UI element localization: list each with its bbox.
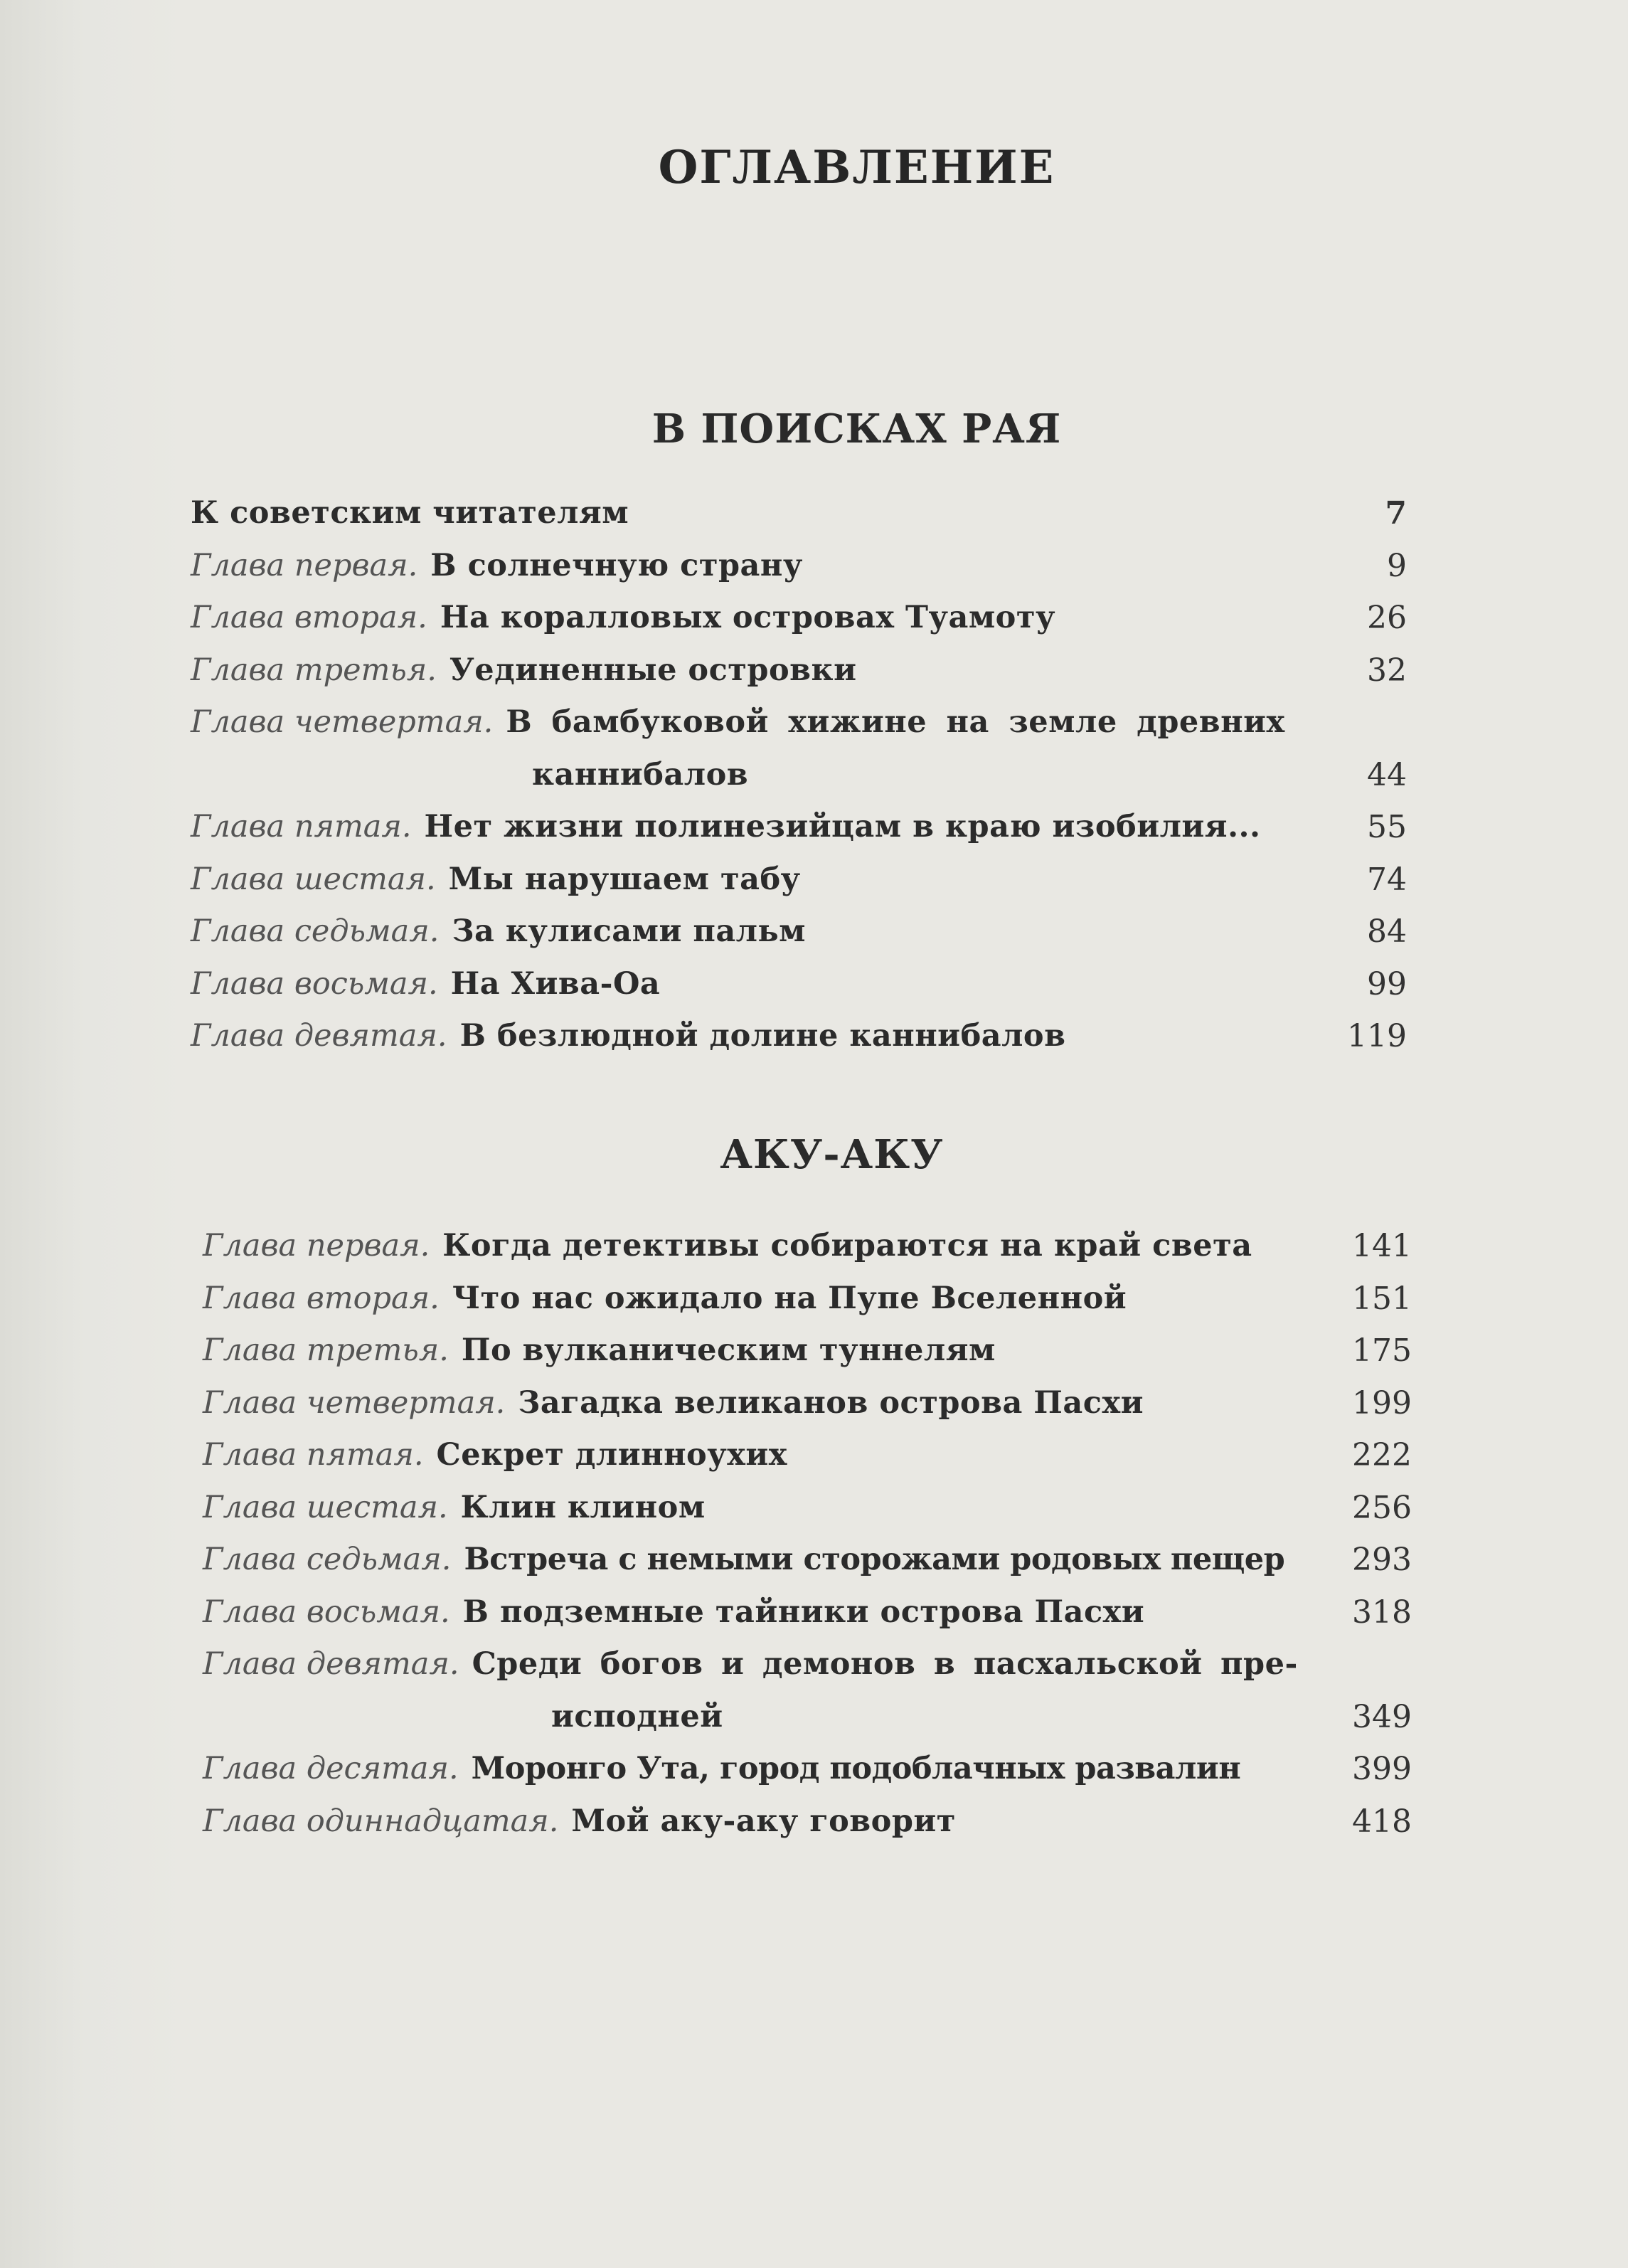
chapter-title: Клин клином [460, 1489, 706, 1525]
page-number: 151 [1352, 1280, 1412, 1317]
chapter-title: В бамбуковой хижине на земле древних [506, 704, 1285, 740]
page-number: 9 [1387, 547, 1407, 584]
toc-entry[interactable] [191, 696, 1407, 749]
toc-entry[interactable] [191, 854, 1407, 906]
page-number: 222 [1352, 1437, 1412, 1473]
chapter-title: На коралловых островах Туамоту [440, 600, 1056, 635]
toc-entry[interactable] [203, 1586, 1412, 1639]
section-title: АКУ-АКУ [720, 1131, 944, 1178]
chapter-label: Глава пятая. [203, 1437, 424, 1473]
toc-entry[interactable] [191, 645, 1407, 697]
chapter-label: Глава восьмая. [203, 1594, 450, 1630]
chapter-title: К советским читателям [191, 495, 629, 531]
chapter-title: Среди богов и демонов в пасхальской пре- [472, 1646, 1298, 1682]
toc-entry[interactable] [191, 540, 1407, 593]
chapter-label: Глава девятая. [203, 1646, 459, 1682]
chapter-label: Глава третья. [203, 1332, 449, 1368]
toc-entry[interactable] [203, 1482, 1412, 1535]
toc-entry[interactable] [191, 801, 1407, 854]
chapter-title: В солнечную страну [430, 547, 803, 583]
chapter-label: Глава шестая. [191, 861, 436, 897]
toc-entry-continuation[interactable] [191, 749, 1407, 802]
page-number: 175 [1352, 1332, 1412, 1369]
toc-entry[interactable] [203, 1638, 1412, 1691]
chapter-label: Глава восьмая. [191, 965, 438, 1002]
toc-entry[interactable] [203, 1796, 1412, 1848]
chapter-label: Глава первая. [191, 547, 418, 583]
page-number: 44 [1367, 756, 1407, 793]
page-number: 74 [1367, 861, 1407, 898]
chapter-title: Моронго Ута, город подоблачных развалин [471, 1751, 1241, 1786]
chapter-title: На Хива-Оа [450, 965, 661, 1002]
chapter-title: Нет жизни полинезийцам в краю изобилия... [424, 809, 1261, 844]
toc-section-2 [203, 1220, 1412, 1848]
chapter-label: Глава пятая. [191, 809, 412, 844]
toc-section-1 [191, 487, 1407, 1063]
toc-entry[interactable] [203, 1534, 1412, 1586]
chapter-title: В безлюдной долине каннибалов [459, 1018, 1066, 1054]
chapter-label: Глава третья. [191, 652, 437, 688]
chapter-title: каннибалов [532, 756, 749, 793]
toc-entry[interactable] [203, 1273, 1412, 1325]
chapter-title: Встреча с немыми сторожами родовых пещер [464, 1542, 1285, 1577]
chapter-title: исподней [551, 1698, 723, 1734]
toc-entry[interactable] [203, 1429, 1412, 1482]
page-number: 318 [1352, 1594, 1412, 1631]
toc-entry[interactable] [203, 1743, 1412, 1796]
page-number: 32 [1367, 652, 1407, 689]
chapter-label: Глава вторая. [191, 600, 427, 635]
page-number: 55 [1367, 809, 1407, 845]
chapter-label: Глава вторая. [203, 1280, 440, 1316]
page-number: 7 [1385, 495, 1407, 531]
page-number: 256 [1352, 1489, 1412, 1526]
toc-entry[interactable] [191, 487, 1407, 540]
toc-entry[interactable] [191, 906, 1407, 958]
chapter-title: Мы нарушаем табу [448, 861, 801, 897]
chapter-title: Уединенные островки [449, 652, 857, 688]
chapter-title: Секрет длинноухих [436, 1437, 787, 1473]
toc-entry[interactable] [191, 1010, 1407, 1063]
chapter-label: Глава четвертая. [203, 1384, 506, 1421]
page-number: 199 [1352, 1384, 1412, 1421]
page-number: 141 [1352, 1228, 1412, 1264]
chapter-label: Глава десятая. [203, 1751, 459, 1786]
toc-entry[interactable] [203, 1377, 1412, 1430]
chapter-label: Глава девятая. [191, 1018, 447, 1054]
chapter-label: Глава одиннадцатая. [203, 1803, 559, 1839]
chapter-label: Глава четвертая. [191, 704, 494, 740]
page-number: 119 [1347, 1018, 1407, 1054]
chapter-label: Глава седьмая. [203, 1542, 452, 1577]
toc-entry[interactable] [191, 958, 1407, 1011]
toc-entry[interactable] [203, 1220, 1412, 1273]
chapter-label: Глава первая. [203, 1228, 430, 1263]
chapter-label: Глава седьмая. [191, 913, 440, 949]
page-number: 418 [1352, 1803, 1412, 1840]
toc-entry[interactable] [203, 1325, 1412, 1377]
page-number: 399 [1352, 1751, 1412, 1787]
chapter-label: Глава шестая. [203, 1489, 448, 1525]
toc-entry-continuation[interactable] [203, 1691, 1412, 1744]
chapter-title: Когда детективы собираются на край света [442, 1228, 1252, 1263]
chapter-title: За кулисами пальм [452, 913, 807, 949]
chapter-title: Мой аку-аку говорит [571, 1803, 956, 1839]
page-number: 26 [1367, 600, 1407, 636]
chapter-title: Что нас ожидало на Пупе Вселенной [452, 1280, 1127, 1316]
page-number: 99 [1367, 965, 1407, 1002]
chapter-title: В подземные тайники острова Пасхи [462, 1594, 1145, 1630]
page-number: 293 [1352, 1542, 1412, 1578]
chapter-title: Загадка великанов острова Пасхи [518, 1384, 1144, 1421]
toc-entry[interactable] [191, 592, 1407, 645]
chapter-title: По вулканическим туннелям [461, 1332, 996, 1368]
page-number: 84 [1367, 913, 1407, 950]
page-number: 349 [1352, 1698, 1412, 1735]
section-title: В ПОИСКАХ РАЯ [651, 406, 1062, 452]
page-title: ОГЛАВЛЕНИЕ [658, 141, 1055, 194]
